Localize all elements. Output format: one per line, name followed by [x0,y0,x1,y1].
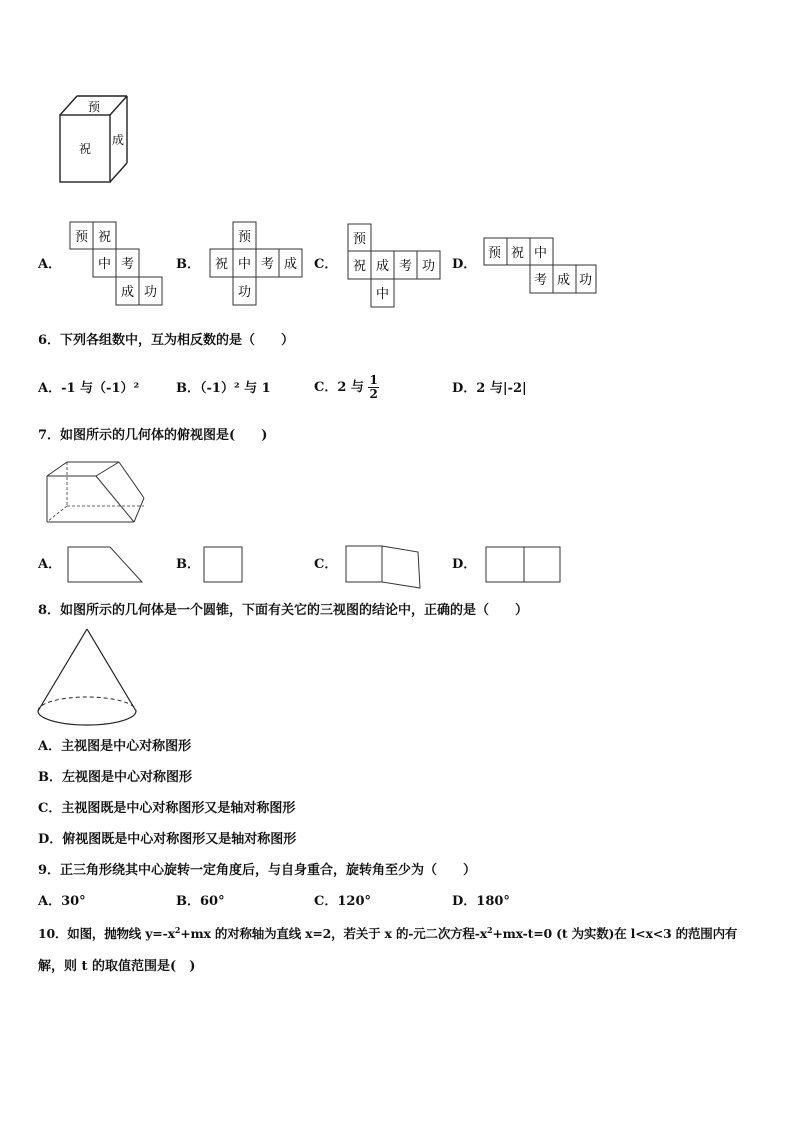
q7-option-c-label: C． [314,557,338,572]
q6-option-a-text: -1 与（-1）² [61,381,140,396]
q7-option-a-shape [66,544,146,586]
q10-line-1-c: +mx-t=0 (t 为实数)在 l<x<3 的范围内有 [492,926,738,941]
net-b-cell: 祝 [215,257,229,272]
q9-option-d-label: D． [452,894,477,909]
q8-option-a [38,740,191,753]
net-b-cell: 成 [284,257,298,272]
net-c-cell: 成 [376,259,390,274]
net-b-cell: 功 [238,285,252,300]
q6-option-c-text: 2 与 [337,380,364,395]
q5-option-b-net [208,220,304,310]
fraction [368,374,378,400]
q5-option-a-net [68,220,164,310]
superscript: 2 [174,924,181,935]
q9-option-d-text: 180° [476,894,510,909]
cube-face-front: 祝 [79,142,92,156]
q9-option-c-label: C． [314,894,338,909]
q5-option-b-label: B． [176,257,200,272]
q9-option-a-label: A． [38,894,62,909]
q5-option-c-label: C． [314,257,338,272]
q6-option-d-text: 2 与|-2| [476,381,527,396]
q6-option-a [38,382,139,395]
q9-option-a [38,895,86,908]
q9-stem: 9．正三角形绕其中心旋转一定角度后，与自身重合，旋转角至少为（ ） [38,863,477,878]
net-d-cell: 功 [579,273,593,288]
q8-option-b-label: B． [38,770,62,785]
q5-option-d-net [482,236,598,296]
q6-stem: 6．下列各组数中，互为相反数的是（ ） [38,333,295,348]
superscript: 2 [486,924,493,935]
q8-option-b-text: 左视图是中心对称图形 [62,770,193,785]
q8-option-d [38,833,296,846]
q6-option-d [452,382,527,395]
q8-cone-figure [34,626,144,730]
q8-option-d-text: 俯视图既是中心对称图形又是轴对称图形 [62,832,297,847]
q9-option-b [176,895,225,908]
net-c-cell: 祝 [353,259,367,274]
q6-option-b [176,382,271,395]
q8-option-d-label: D． [38,832,63,847]
q6-option-d-label: D． [452,381,477,396]
q7-option-d-label: D． [452,557,477,572]
q6-option-c [314,372,379,404]
q8-stem: 8．如图所示的几何体是一个圆锥，下面有关它的三视图的结论中，正确的是（ ） [38,603,529,618]
net-a-cell: 祝 [98,230,112,245]
q8-option-c-text: 主视图既是中心对称图形又是轴对称图形 [61,801,296,816]
cube-figure [55,90,135,190]
q7-option-b-shape [202,544,246,586]
q7-option-c-shape [344,542,424,592]
q9-option-c-text: 120° [337,894,371,909]
cube-face-right: 成 [112,133,125,147]
q5-option-d-label: D． [452,257,477,272]
net-c-cell: 考 [399,259,413,274]
net-b-cell: 考 [261,257,275,272]
cube-face-top: 预 [88,100,101,114]
fraction-numerator: 1 [369,373,378,388]
net-c-cell: 功 [422,259,436,274]
q5-option-c-net [346,222,442,312]
q10-line-2: 解，则 t 的取值范围是( ) [38,959,196,974]
net-c-cell: 中 [376,287,390,302]
fraction-denominator: 2 [369,387,378,401]
net-a-cell: 成 [121,285,135,300]
q9-option-b-label: B． [176,894,200,909]
net-d-cell: 预 [488,246,502,261]
net-b-cell: 预 [238,230,252,245]
net-a-cell: 功 [144,285,158,300]
q6-option-c-label: C． [314,380,338,395]
q8-option-b [38,771,192,784]
q8-option-c-label: C． [38,801,62,816]
q5-option-a-label: A． [38,257,62,272]
q9-option-d [452,895,510,908]
q10-line-1-a: 10．如图，抛物线 y=-x [38,926,175,941]
net-d-cell: 考 [534,273,548,288]
q6-option-b-text: （-1）² 与 1 [200,381,271,396]
q7-option-d-shape [484,544,564,586]
q6-option-a-label: A． [38,381,62,396]
q9-option-b-text: 60° [200,894,225,909]
net-b-cell: 中 [238,257,252,272]
q9-option-a-text: 30° [61,894,86,909]
q10-line-1-b: +mx 的对称轴为直线 x=2，若关于 x 的-元二次方程-x [180,926,487,941]
q8-option-a-text: 主视图是中心对称图形 [61,739,192,754]
q7-stem: 7．如图所示的几何体的俯视图是( ) [38,428,268,443]
q8-option-c [38,802,295,815]
net-c-cell: 预 [353,232,367,247]
net-d-cell: 祝 [511,246,525,261]
q7-option-b-label: B． [176,557,200,572]
net-a-cell: 考 [121,257,135,272]
q8-option-a-label: A． [38,739,62,754]
q9-option-c [314,895,371,908]
net-a-cell: 预 [75,230,89,245]
q10-line-1 [38,924,738,941]
net-d-cell: 成 [557,273,571,288]
q7-solid-figure [44,458,150,528]
q6-option-b-label: B． [176,381,200,396]
net-a-cell: 中 [98,257,112,272]
net-d-cell: 中 [534,246,548,261]
q7-option-a-label: A． [38,557,62,572]
